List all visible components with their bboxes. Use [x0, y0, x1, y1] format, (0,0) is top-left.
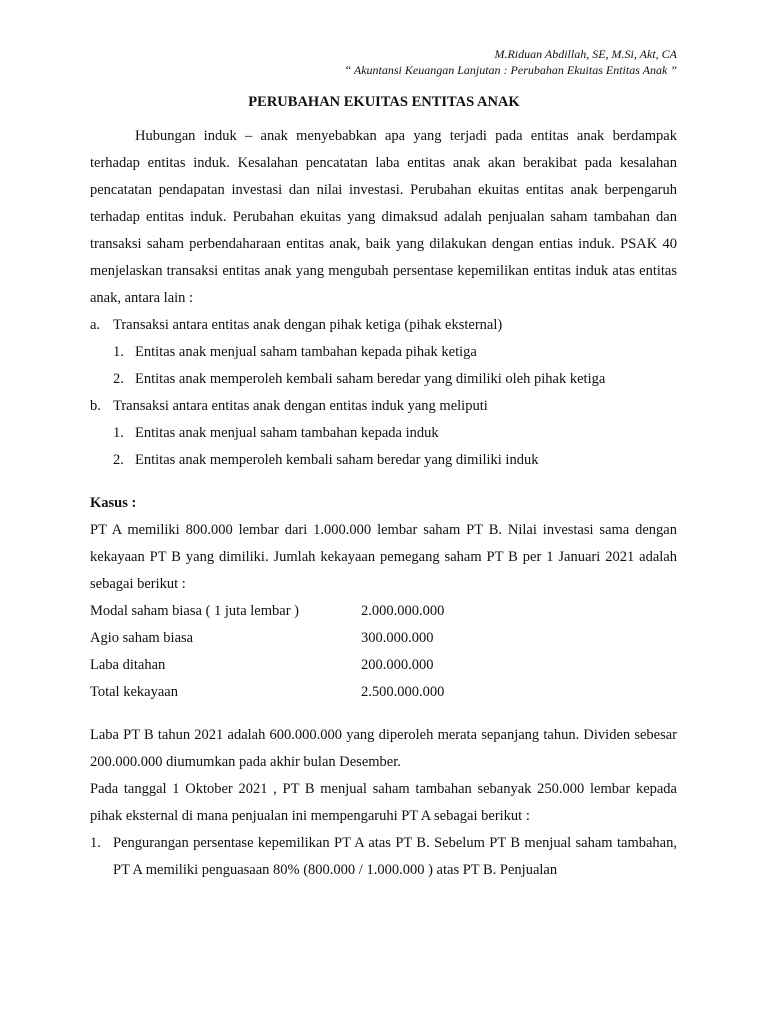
sub-list-item — [90, 339, 677, 366]
list-item-text: Entitas anak memperoleh kembali saham beredar yang dimiliki induk — [135, 452, 539, 468]
list-marker: 2. — [113, 452, 124, 468]
document-body — [90, 123, 677, 884]
equity-table — [90, 598, 677, 706]
table-label: Laba ditahan — [90, 657, 166, 673]
kasus-heading: Kasus : — [90, 495, 137, 511]
intro-paragraph: Hubungan induk – anak menyebabkan apa yang terjadi pada entitas anak berdampak terhadap entitas induk. Kesalahan pencatatan laba entitas anak akan berakibat pada kesalahan pencatatan pendapatan investasi dan nilai investasi. Perubahan ekuitas entitas anak berpengaruh terhadap entitas induk. Perubahan ekuitas yang dimaksud adalah penjualan saham tambahan dan transaksi saham perbendaharaan entitas anak, baik yang dilakukan dengan entias induk. PSAK 40 menjelaskan transaksi entitas anak yang mengubah persentase kepemilikan entitas induk atas entitas anak, antara lain : — [90, 128, 677, 306]
kasus-paragraph-3: Pada tanggal 1 Oktober 2021 , PT B menjual saham tambahan sebanyak 250.000 lembar kepada pihak eksternal di mana penjualan ini mempengaruhi PT A sebagai berikut : — [90, 781, 677, 824]
table-row — [90, 679, 677, 706]
table-value: 300.000.000 — [361, 630, 434, 646]
list-item-text: Transaksi antara entitas anak dengan entitas induk yang meliputi — [113, 398, 488, 414]
table-value: 200.000.000 — [361, 657, 434, 673]
page-header — [344, 46, 677, 78]
header-author: M.Riduan Abdillah, SE, M.Si, Akt, CA — [494, 47, 677, 61]
table-label: Modal saham biasa ( 1 juta lembar ) — [90, 603, 299, 619]
table-label: Total kekayaan — [90, 684, 178, 700]
transaction-list — [90, 312, 677, 474]
list-item-text: Entitas anak menjual saham tambahan kepada induk — [135, 425, 439, 441]
list-item — [90, 312, 677, 339]
table-row — [90, 598, 677, 625]
header-course: “ Akuntansi Keuangan Lanjutan : Perubahan Ekuitas Entitas Anak ” — [344, 63, 677, 77]
list-item-text: Entitas anak memperoleh kembali saham beredar yang dimiliki oleh pihak ketiga — [135, 371, 606, 387]
list-item — [90, 393, 677, 420]
list-item-text: Pengurangan persentase kepemilikan PT A atas PT B. Sebelum PT B menjual saham tambahan, PT A memiliki penguasaan 80% (800.000 / 1.000.000 ) atas PT B. Penjualan — [113, 835, 677, 878]
list-marker: 1. — [113, 344, 124, 360]
kasus-paragraph-1: PT A memiliki 800.000 lembar dari 1.000.000 lembar saham PT B. Nilai investasi sama dengan kekayaan PT B yang dimiliki. Jumlah kekayaan pemegang saham PT B per 1 Januari 2021 adalah sebagai berikut : — [90, 522, 677, 592]
sub-list-item — [90, 447, 677, 474]
page-title: PERUBAHAN EKUITAS ENTITAS ANAK — [248, 94, 520, 110]
list-marker: 1. — [113, 425, 124, 441]
list-marker: b. — [90, 398, 101, 414]
list-item-text: Entitas anak menjual saham tambahan kepada pihak ketiga — [135, 344, 477, 360]
sub-list-item — [90, 420, 677, 447]
table-row — [90, 652, 677, 679]
table-value: 2.000.000.000 — [361, 603, 445, 619]
table-value: 2.500.000.000 — [361, 684, 445, 700]
list-marker: 1. — [90, 835, 101, 851]
effect-list-item — [90, 830, 677, 884]
list-item-text: Transaksi antara entitas anak dengan pihak ketiga (pihak eksternal) — [113, 317, 503, 333]
table-label: Agio saham biasa — [90, 630, 194, 646]
sub-list-item — [90, 366, 677, 393]
list-marker: 2. — [113, 371, 124, 387]
list-marker: a. — [90, 317, 101, 333]
table-row — [90, 625, 677, 652]
kasus-paragraph-2: Laba PT B tahun 2021 adalah 600.000.000 yang diperoleh merata sepanjang tahun. Dividen sebesar 200.000.000 diumumkan pada akhir bulan Desember. — [90, 727, 677, 770]
